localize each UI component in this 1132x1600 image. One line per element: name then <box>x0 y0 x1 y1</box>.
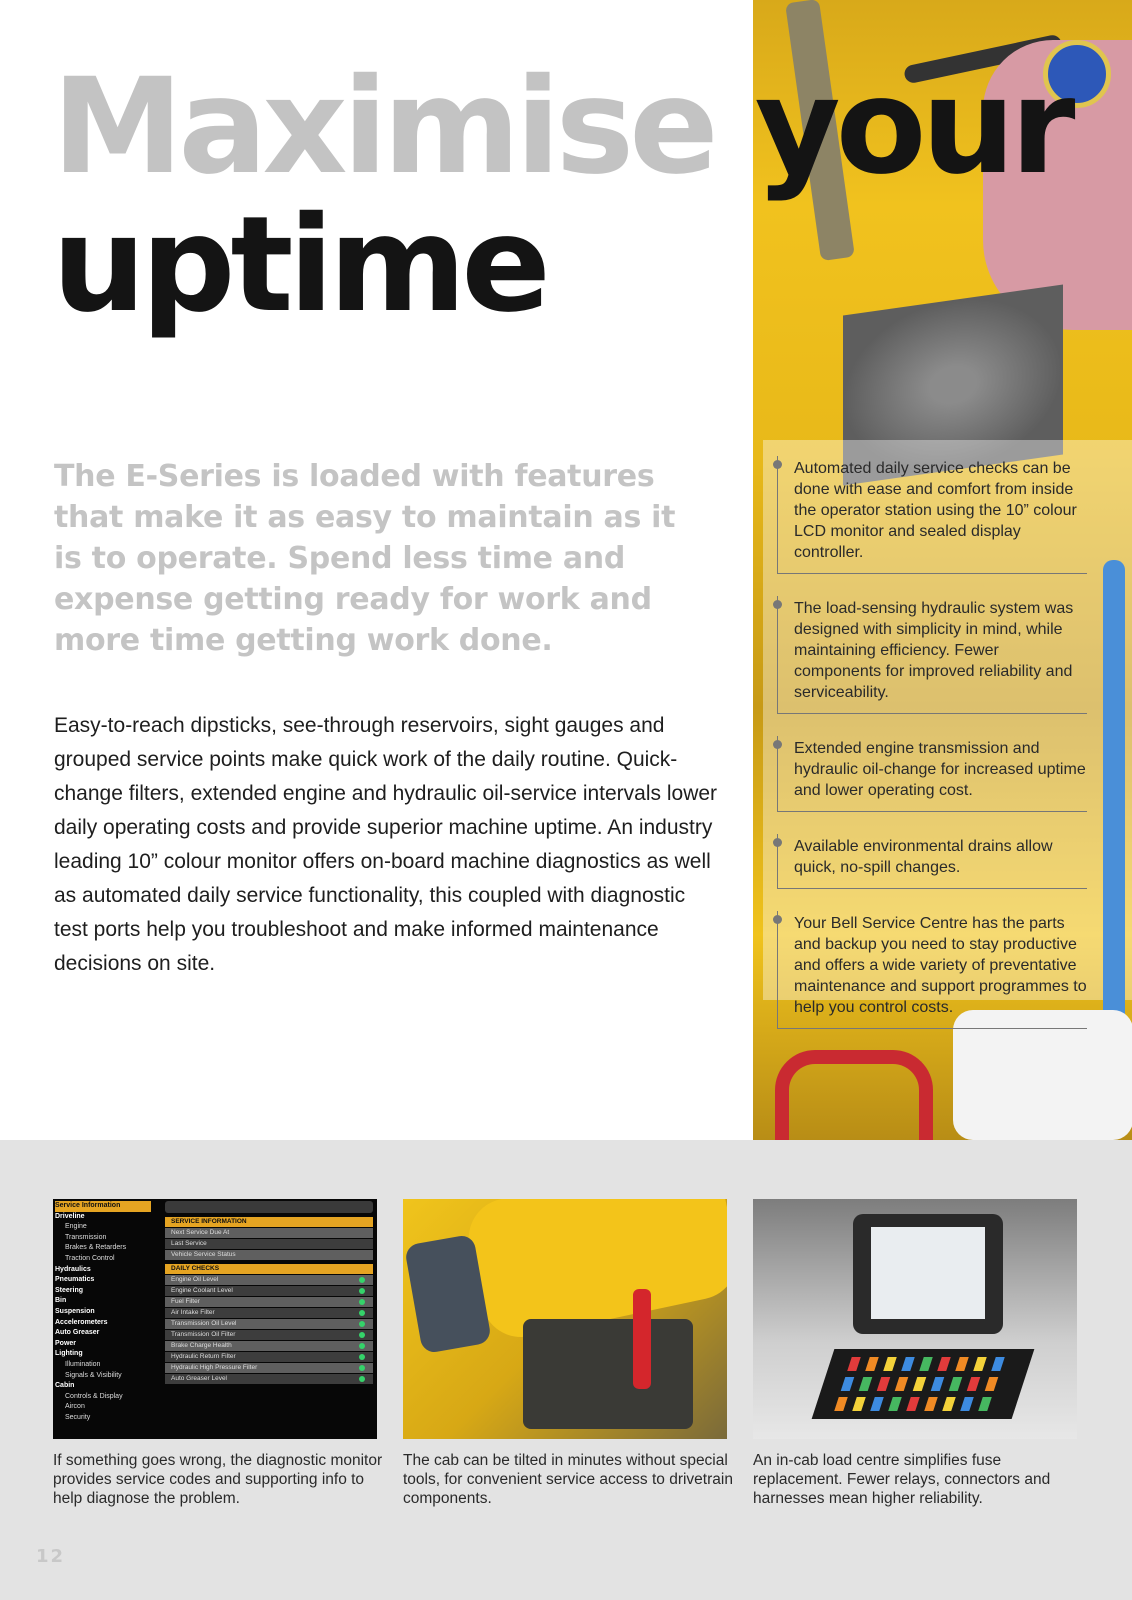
title-word-uptime: uptime <box>52 188 546 342</box>
diagnostic-menu-item: Lighting <box>55 1350 83 1358</box>
fuse-shape <box>985 1377 999 1391</box>
page-number: 12 <box>36 1546 66 1567</box>
status-ok-icon <box>359 1343 365 1349</box>
bullet-text: Available environmental drains allow quick, no-spill changes. <box>794 838 1053 876</box>
photo-blue-hose <box>1103 560 1125 1040</box>
diagnostic-menu-item: Brakes & Retarders <box>65 1244 127 1252</box>
daily-check-row <box>165 1286 373 1296</box>
diagnostic-menu-item: Engine <box>65 1223 87 1231</box>
fuse-shape <box>847 1357 861 1371</box>
bullet-text: The load-sensing hydraulic system was designed with simplicity in mind, while maintaining efficiency. Fewer components for improved reliability and serviceability. <box>794 600 1074 701</box>
diagnostic-menu-item: Driveline <box>55 1212 85 1220</box>
fuse-shape <box>901 1357 915 1371</box>
bullet-dot-icon <box>773 460 782 469</box>
page-title <box>52 50 1112 342</box>
diagnostic-menu-item: Bin <box>55 1297 67 1305</box>
fuse-shape <box>955 1357 969 1371</box>
tilted-cab-image <box>403 1199 727 1439</box>
diagnostic-menu-item: Steering <box>55 1286 84 1294</box>
fuse-shape <box>913 1377 927 1391</box>
daily-check-row <box>165 1352 373 1362</box>
status-ok-icon <box>359 1354 365 1360</box>
bullet-dot-icon <box>773 740 782 749</box>
load-centre-image <box>753 1199 1077 1439</box>
bullet-dot-icon <box>773 600 782 609</box>
bullet-text: Your Bell Service Centre has the parts and backup you need to stay productive and offers a wide variety of preventative maintenance and support programmes to help you control costs. <box>794 915 1087 1016</box>
daily-check-label: Fuel Filter <box>171 1298 200 1305</box>
bullet-item <box>777 596 1087 714</box>
fuse-shape <box>942 1397 956 1411</box>
caption-tilted-cab: The cab can be tilted in minutes without special tools, for convenient service access to drivetrain components. <box>403 1452 733 1507</box>
fuse-shape <box>937 1357 951 1371</box>
bullet-text: Extended engine transmission and hydraulic oil-change for increased uptime and lower operating cost. <box>794 740 1086 799</box>
bullet-item <box>777 834 1087 889</box>
daily-check-row <box>165 1319 373 1329</box>
service-info-header: SERVICE INFORMATION <box>165 1217 373 1227</box>
bullet-item <box>777 736 1087 812</box>
title-word-your: your <box>754 50 1071 204</box>
daily-check-row <box>165 1341 373 1351</box>
bullet-dot-icon <box>773 915 782 924</box>
fuse-shape <box>906 1397 920 1411</box>
fuse-shape <box>931 1377 945 1391</box>
diagnostic-menu-item: Hydraulics <box>55 1265 91 1273</box>
diagnostic-menu-item: Controls & Display <box>65 1392 123 1400</box>
diagnostic-menu-item: Aircon <box>65 1403 85 1411</box>
photo-drivetrain <box>523 1319 693 1429</box>
status-ok-icon <box>359 1365 365 1371</box>
daily-check-label: Engine Coolant Level <box>171 1287 233 1294</box>
diagnostic-menu-item: Transmission <box>65 1233 107 1241</box>
caption-load-centre: An in-cab load centre simplifies fuse replacement. Fewer relays, connectors and harnesses mean higher reliability. <box>753 1452 1051 1507</box>
status-ok-icon <box>359 1299 365 1305</box>
photo-red-handle <box>775 1050 933 1140</box>
diagnostic-menu-item: Security <box>65 1413 91 1421</box>
fuse-shape <box>973 1357 987 1371</box>
fuse-shape <box>991 1357 1005 1371</box>
bullet-text: Automated daily service checks can be done with ease and comfort from inside the operator station using the 10” colour LCD monitor and sealed display controller. <box>794 460 1077 561</box>
bullet-item <box>777 456 1087 574</box>
daily-check-label: Hydraulic Return Filter <box>171 1353 236 1360</box>
photo-fuse-box <box>812 1349 1035 1419</box>
fuse-shape <box>877 1377 891 1391</box>
photo-fire-extinguisher <box>633 1289 651 1389</box>
service-info-rows <box>165 1228 373 1260</box>
diagnostic-menu-item: Accelerometers <box>55 1318 108 1326</box>
status-ok-icon <box>359 1332 365 1338</box>
status-ok-icon <box>359 1288 365 1294</box>
fuse-shape <box>888 1397 902 1411</box>
fuse-shape <box>865 1357 879 1371</box>
diagnostic-monitor-image <box>53 1199 377 1439</box>
lead-paragraph: The E-Series is loaded with features that make it as easy to maintain as it is to operate. Spend less time and expense getting ready for work and more time getting work done. <box>54 459 676 658</box>
diagnostic-menu-item: Auto Greaser <box>55 1329 100 1337</box>
status-ok-icon <box>359 1376 365 1382</box>
status-ok-icon <box>359 1321 365 1327</box>
fuse-shape <box>852 1397 866 1411</box>
fuse-shape <box>834 1397 848 1411</box>
fuse-shape <box>883 1357 897 1371</box>
daily-check-rows <box>165 1275 373 1384</box>
fuse-shape <box>841 1377 855 1391</box>
diagnostic-panel <box>165 1201 373 1437</box>
status-ok-icon <box>359 1310 365 1316</box>
status-ok-icon <box>359 1277 365 1283</box>
daily-checks-header: DAILY CHECKS <box>165 1264 373 1274</box>
daily-check-row <box>165 1308 373 1318</box>
daily-check-label: Air Intake Filter <box>171 1309 215 1316</box>
daily-check-row <box>165 1275 373 1285</box>
daily-check-label: Engine Oil Level <box>171 1276 219 1283</box>
fuse-shape <box>967 1377 981 1391</box>
fuse-shape <box>859 1377 873 1391</box>
fuse-shape <box>924 1397 938 1411</box>
daily-check-label: Hydraulic High Pressure Filter <box>171 1364 258 1371</box>
fuse-shape <box>978 1397 992 1411</box>
diagnostic-menu-item: Signals & Visibility <box>65 1371 122 1379</box>
daily-check-row <box>165 1297 373 1307</box>
diagnostic-menu-item: Suspension <box>55 1307 95 1315</box>
daily-check-row <box>165 1363 373 1373</box>
diagnostic-menu-item: Cabin <box>55 1382 75 1390</box>
bullet-item <box>777 911 1087 1029</box>
diagnostic-menu-item: Traction Control <box>65 1254 115 1262</box>
diagnostic-menu-item: Pneumatics <box>55 1276 95 1284</box>
fuse-shape <box>870 1397 884 1411</box>
daily-check-label: Transmission Oil Filter <box>171 1331 236 1338</box>
feature-bullet-list <box>777 456 1087 1051</box>
caption-diagnostic-monitor: If something goes wrong, the diagnostic monitor provides service codes and supporting info to help diagnose the problem. <box>53 1452 383 1507</box>
diagnostic-menu <box>55 1201 151 1437</box>
diagnostic-menu-item: Illumination <box>65 1360 101 1368</box>
body-paragraph: Easy-to-reach dipsticks, see-through reservoirs, sight gauges and grouped service points make quick work of the daily routine. Quick-change filters, extended engine and hydraulic oil-service intervals lower daily operating costs and provide superior machine uptime. An industry leading 10” colour monitor offers on-board machine diagnostics as well as automated daily service functionality, this coupled with diagnostic test ports help you troubleshoot and make informed maintenance decisions on site. <box>54 714 718 975</box>
photo-monitor-screen <box>871 1227 985 1319</box>
fuse-shape <box>895 1377 909 1391</box>
service-info-row: Next Service Due At <box>165 1228 373 1238</box>
daily-check-label: Transmission Oil Level <box>171 1320 237 1327</box>
daily-check-row <box>165 1330 373 1340</box>
diagnostic-menu-item: Power <box>55 1339 77 1347</box>
fuse-shape <box>919 1357 933 1371</box>
fuse-shape <box>960 1397 974 1411</box>
fuse-shape <box>949 1377 963 1391</box>
diagnostic-menu-header: Service Information <box>55 1201 151 1212</box>
daily-check-row <box>165 1374 373 1384</box>
daily-check-label: Brake Charge Health <box>171 1342 232 1349</box>
service-info-row: Vehicle Service Status <box>165 1250 373 1260</box>
title-word-maximise: Maximise <box>52 50 714 204</box>
bullet-dot-icon <box>773 838 782 847</box>
service-info-row: Last Service <box>165 1239 373 1249</box>
diagnostic-tab-bar <box>165 1201 373 1213</box>
daily-check-label: Auto Greaser Level <box>171 1375 228 1382</box>
